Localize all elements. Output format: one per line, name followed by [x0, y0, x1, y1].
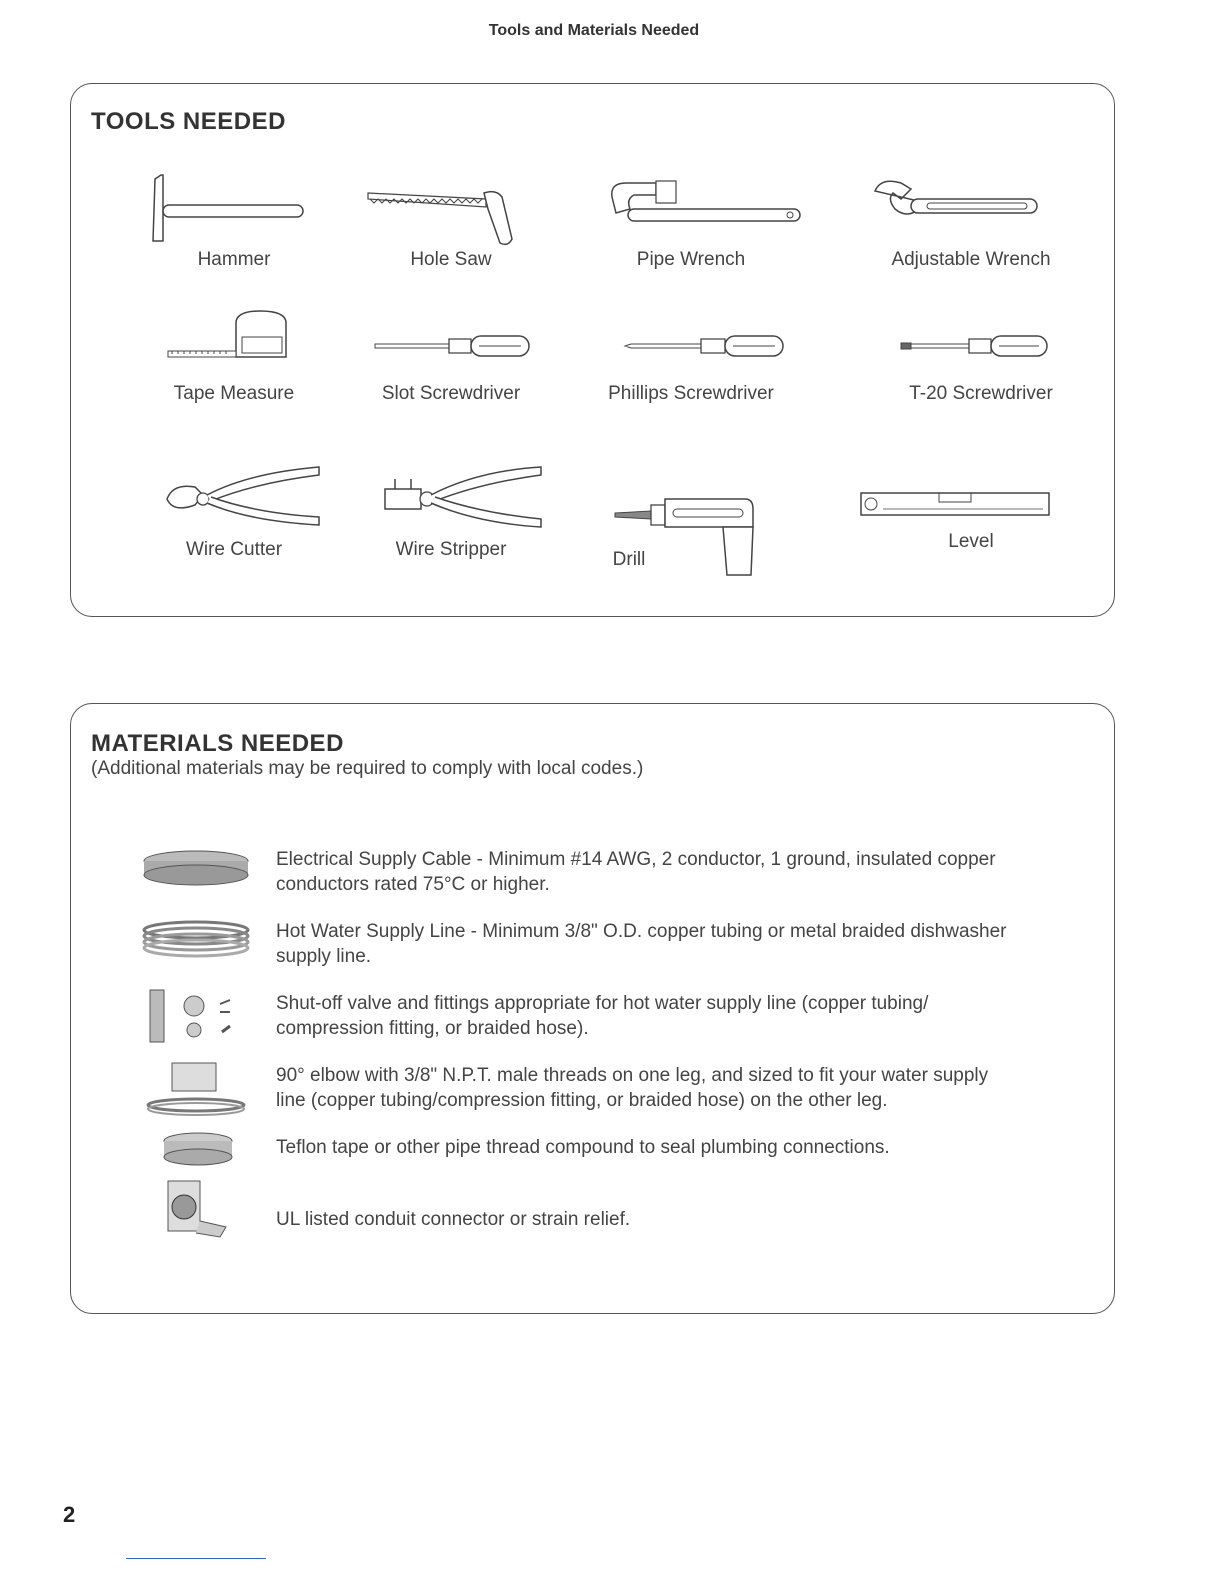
material-text: UL listed conduit connector or strain relief. [276, 1209, 631, 1230]
tool-label: Level [948, 531, 994, 552]
tool-slot-screwdriver [351, 309, 551, 409]
tape-measure-icon [164, 309, 364, 369]
level-icon [859, 489, 1059, 529]
tool-phillips-screwdriver [591, 309, 791, 409]
phillips-screwdriver-icon [621, 309, 821, 369]
strain-relief-icon [136, 1177, 256, 1241]
tool-hole-saw [351, 169, 551, 279]
tool-label: Adjustable Wrench [891, 249, 1051, 270]
tool-label: Hole Saw [410, 249, 492, 270]
teflon-tape-icon [136, 1129, 256, 1169]
wire-cutter-icon [159, 459, 359, 539]
tool-adjustable-wrench [871, 169, 1071, 279]
tool-drill [561, 479, 761, 589]
hammer-icon [149, 169, 349, 249]
material-text: Teflon tape or other pipe thread compound to seal plumbing connections. [276, 1137, 890, 1158]
tool-wire-cutter [134, 459, 334, 569]
cable-coil-icon [136, 839, 256, 899]
elbow-fitting-icon [136, 1059, 256, 1119]
page-header: Tools and Materials Needed [488, 22, 700, 39]
tool-hammer [134, 169, 334, 279]
material-text: 90° elbow with 3/8" N.P.T. male threads on one leg, and sized to fit your water supply line (copper tubing/compression fitting, or braided hose) on the other leg. [276, 1065, 989, 1111]
adjustable-wrench-icon [871, 169, 1071, 249]
tools-heading: TOOLS NEEDED [91, 108, 286, 135]
materials-note: (Additional materials may be required to comply with local codes.) [91, 758, 644, 779]
tool-wire-stripper [351, 459, 551, 569]
hole-saw-icon [366, 169, 566, 249]
tool-label: Hammer [197, 249, 271, 270]
tool-label: Pipe Wrench [636, 249, 746, 270]
tool-pipe-wrench [591, 169, 791, 279]
t20-screwdriver-icon [891, 309, 1091, 369]
tool-label: Phillips Screwdriver [608, 383, 774, 404]
wire-stripper-icon [381, 459, 581, 539]
slot-screwdriver-icon [371, 309, 571, 369]
tool-label: Wire Cutter [185, 539, 283, 560]
tool-label: Slot Screwdriver [381, 383, 521, 404]
materials-needed-panel [70, 703, 1115, 1314]
tool-tape-measure [134, 309, 334, 409]
tool-label: Tape Measure [173, 383, 295, 404]
page-number: 2 [63, 1502, 76, 1527]
valve-fittings-icon [136, 986, 256, 1046]
materials-heading: MATERIALS NEEDED [91, 730, 344, 757]
material-text: Electrical Supply Cable - Minimum #14 AWG, 2 conductor, 1 ground, insulated copper conductors rated 75°C or higher. [276, 849, 996, 895]
material-text: Hot Water Supply Line - Minimum 3/8" O.D. copper tubing or metal braided dishwasher supply line. [276, 921, 1007, 967]
tool-label: Drill [612, 549, 646, 570]
tool-label: T-20 Screwdriver [909, 383, 1053, 404]
tools-needed-panel [70, 83, 1115, 617]
tool-t20-screwdriver [881, 309, 1081, 409]
pipe-wrench-icon [606, 169, 806, 249]
footer-rule [126, 1558, 266, 1559]
tubing-coil-icon [136, 912, 256, 972]
tool-label: Wire Stripper [395, 539, 507, 560]
tool-level [871, 489, 1071, 579]
material-text: Shut-off valve and fittings appropriate for hot water supply line (copper tubing/ compression fitting, or braided hose). [276, 993, 929, 1039]
